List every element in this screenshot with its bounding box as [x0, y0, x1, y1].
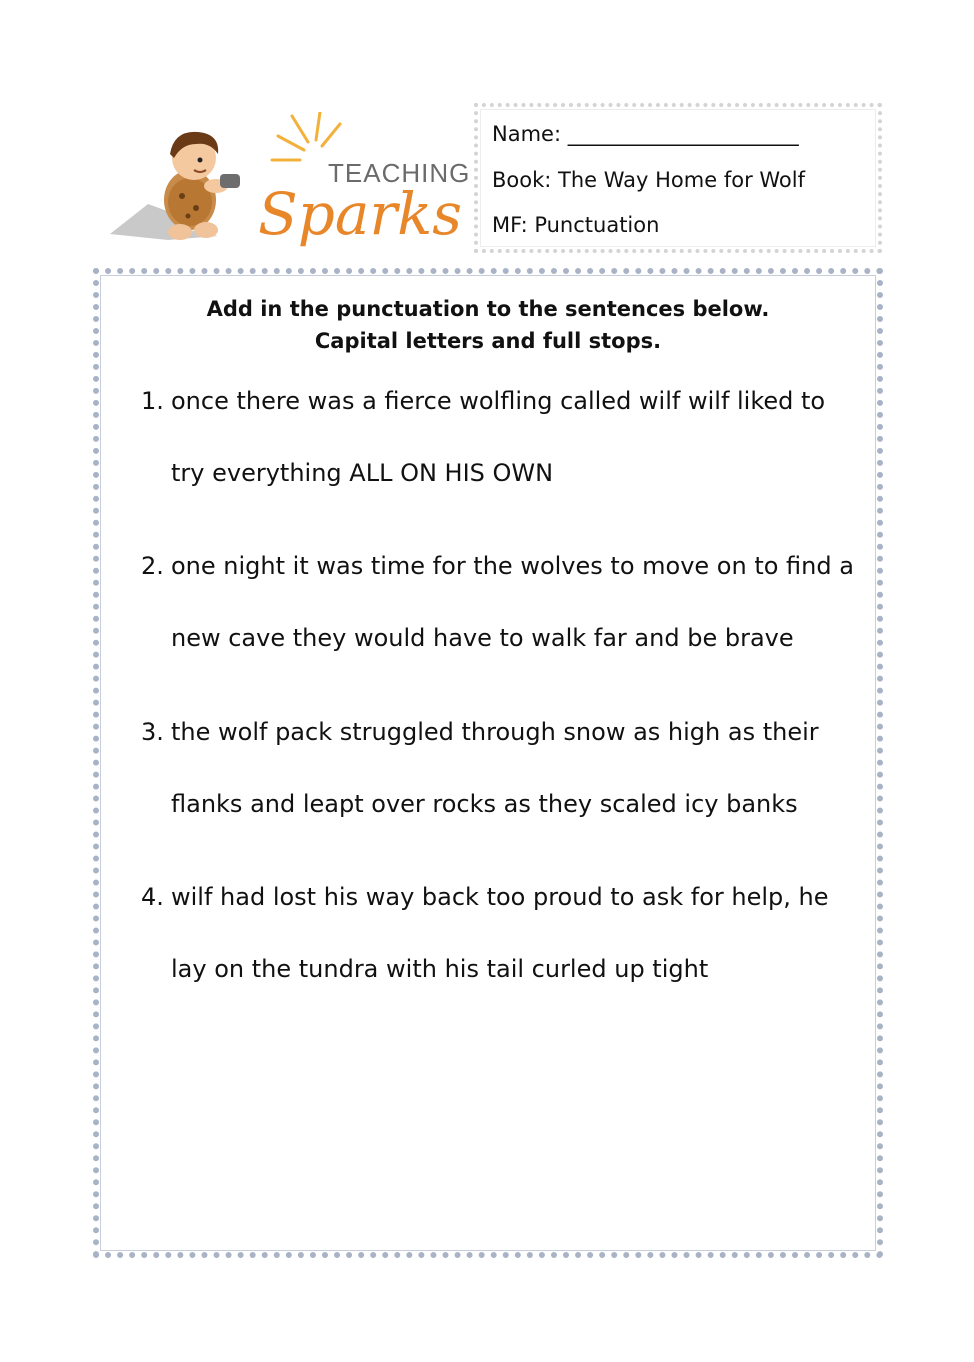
sentence-text-line: try everything ALL ON HIS OWN: [171, 459, 554, 487]
name-field[interactable]: Name: ______________________: [492, 122, 799, 146]
sentence-text-line: lay on the tundra with his tail curled up tight: [171, 955, 709, 983]
sentence-number: 2.: [141, 552, 164, 580]
caveman-logo-illustration: [108, 112, 470, 252]
worksheet-panel: [93, 268, 883, 1258]
book-title-label: Book: The Way Home for Wolf: [492, 168, 805, 192]
sentence-number: 3.: [141, 718, 164, 746]
focus-label: MF: Punctuation: [492, 213, 660, 237]
sentence-text-line: flanks and leapt over rocks as they scaled icy banks: [171, 790, 798, 818]
sentence-text-line: new cave they would have to walk far and be brave: [171, 624, 794, 652]
sentence-number: 1.: [141, 387, 164, 415]
sentence-text-line: one night it was time for the wolves to move on to find a: [171, 552, 854, 580]
sentence-text-line: the wolf pack struggled through snow as high as their: [171, 718, 819, 746]
instruction-heading: Add in the punctuation to the sentences below.: [206, 297, 770, 321]
worksheet-inner-border: [100, 275, 876, 1251]
student-info-box: [474, 103, 882, 253]
instruction-subheading: Capital letters and full stops.: [314, 329, 662, 353]
sentence-number: 4.: [141, 883, 164, 911]
sentence-text-line: wilf had lost his way back too proud to ask for help, he: [171, 883, 829, 911]
teaching-sparks-logo: [108, 112, 470, 252]
svg-text:TEACHING: TEACHING: [328, 158, 470, 188]
svg-text:Sparks: Sparks: [258, 180, 463, 248]
sentence-text-line: once there was a fierce wolfling called wilf wilf liked to: [171, 387, 826, 415]
